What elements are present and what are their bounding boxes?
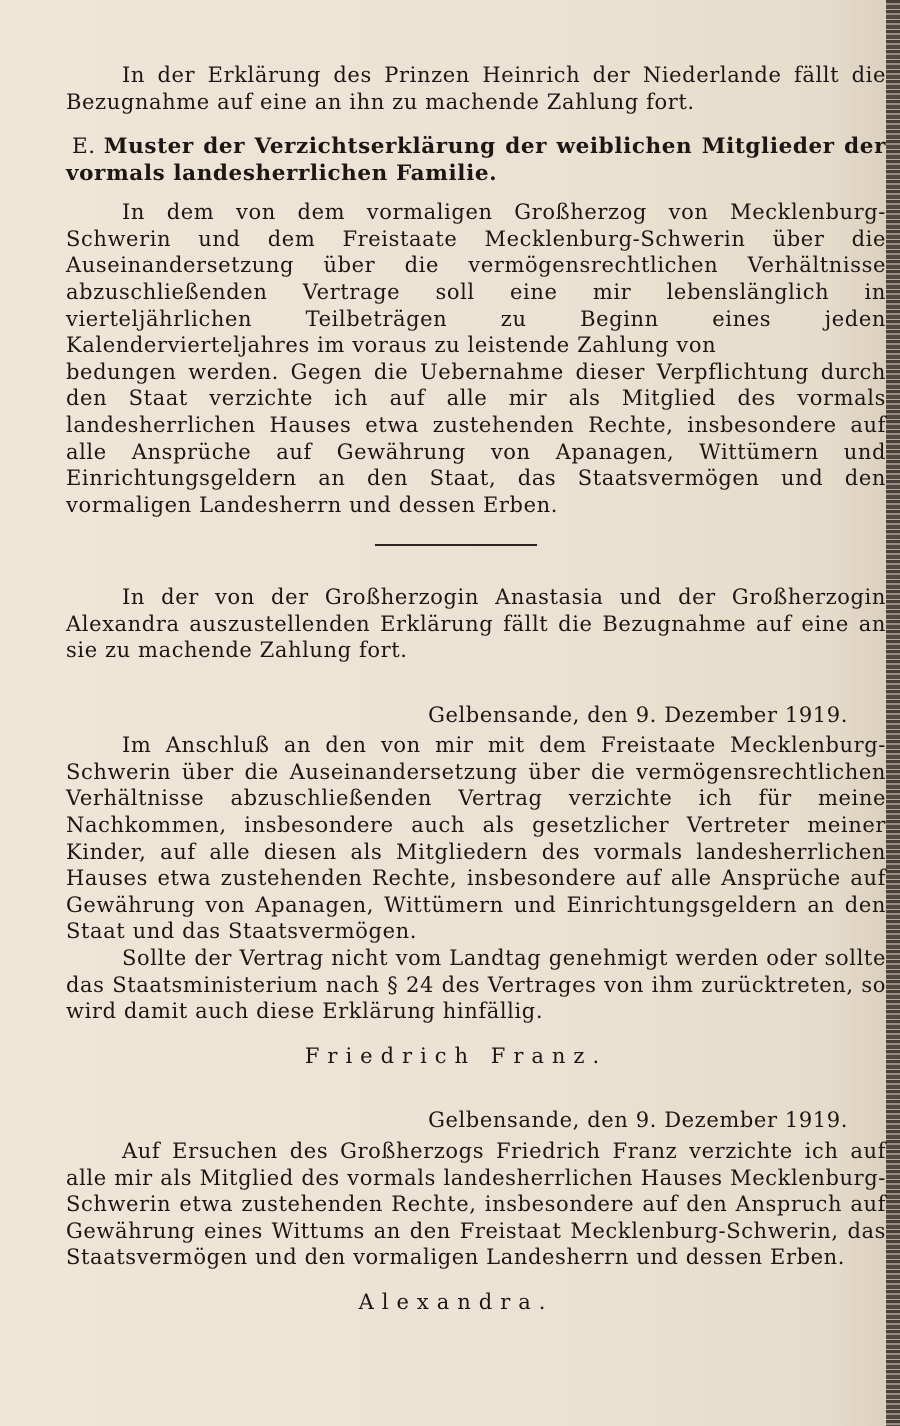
document-body xyxy=(66,62,886,1316)
page-binding-edge xyxy=(886,0,900,1426)
section-letter: E. xyxy=(72,134,96,160)
section-heading-text: Muster der Verzichtserklärung der weiblichen Mitglieder der vormals landesherrlichen Familie. xyxy=(66,134,886,187)
paragraph-prinz-heinrich: In der Erklärung des Prinzen Heinrich der Niederlande fällt die Bezugnahme auf eine an ihn zu machende Zahlung fort. xyxy=(66,63,886,114)
paragraph-grossherzogin: In der von der Großherzogin Anastasia und der Großherzogin Alexandra auszustellenden Erklärung fällt die Bezugnahme auf eine an sie zu machende Zahlung fort. xyxy=(66,584,886,663)
section-heading-e xyxy=(66,133,886,187)
paragraph-anschluss: Im Anschluß an den von mir mit dem Freistaate Mecklenburg-Schwerin über die Auseinandersetzung über die vermögensrechtlichen Verhältnisse abzuschließenden Vertrag verzichte ich für meine Nachkommen, insbesondere auch als gesetzlicher Vertreter meiner Kinder, auf alle diesen als Mitgliedern des vormals landesherrlichen Hauses etwa zustehenden Rechte, insbesondere auf alle Ansprüche auf Gewährung von Apanagen, Wittümern und Einrichtungsgeldern an den Staat und das Staatsvermögen. xyxy=(66,733,886,944)
paragraph-landtag: Sollte der Vertrag nicht vom Landtag genehmigt werden oder sollte das Staatsministerium nach § 24 des Vertrages von ihm zurücktreten, so wird damit auch diese Erklärung hinfällig. xyxy=(66,946,886,1024)
signature-alexandra: Alexandra. xyxy=(358,1289,554,1314)
signature-friedrich-franz: Friedrich Franz. xyxy=(304,1043,608,1068)
dateline-1: Gelbensande, den 9. Dezember 1919. xyxy=(428,702,848,727)
divider-rule xyxy=(375,544,537,546)
dateline-2: Gelbensande, den 9. Dezember 1919. xyxy=(428,1108,848,1133)
paragraph-verzicht: bedungen werden. Gegen die Uebernahme dieser Verpflichtung durch den Staat verzichte ich auf alle mir als Mitglied des vormals landesherrlichen Hauses etwa zustehenden Rechte, insbesondere auf alle Ansprüche auf Gewährung von Apanagen, Wittümern und Einrichtungsgeldern an den Staat, das Staatsvermögen und den vormaligen Landesherrn und dessen Erben. xyxy=(66,359,886,517)
paragraph-ersuchen: Auf Ersuchen des Großherzogs Friedrich Franz verzichte ich auf alle mir als Mitglied des vormals landesherrlichen Hauses Mecklenburg-Schwerin etwa zustehenden Rechte, insbesondere auf den Anspruch auf Gewährung eines Wittums an den Freistaat Mecklenburg-Schwerin, das Staatsvermögen und den vormaligen Landesherrn und dessen Erben. xyxy=(66,1139,886,1270)
paragraph-vertrag: In dem von dem vormaligen Großherzog von Mecklenburg-Schwerin und dem Freistaate Mecklenburg-Schwerin über die Auseinandersetzung über die vermögensrechtlichen Verhältnisse abzuschließenden Vertrage soll eine mir lebenslänglich in vierteljährlichen Teilbeträgen zu Beginn eines jeden Kalendervierteljahres im voraus zu leistende Zahlung von xyxy=(66,200,886,358)
